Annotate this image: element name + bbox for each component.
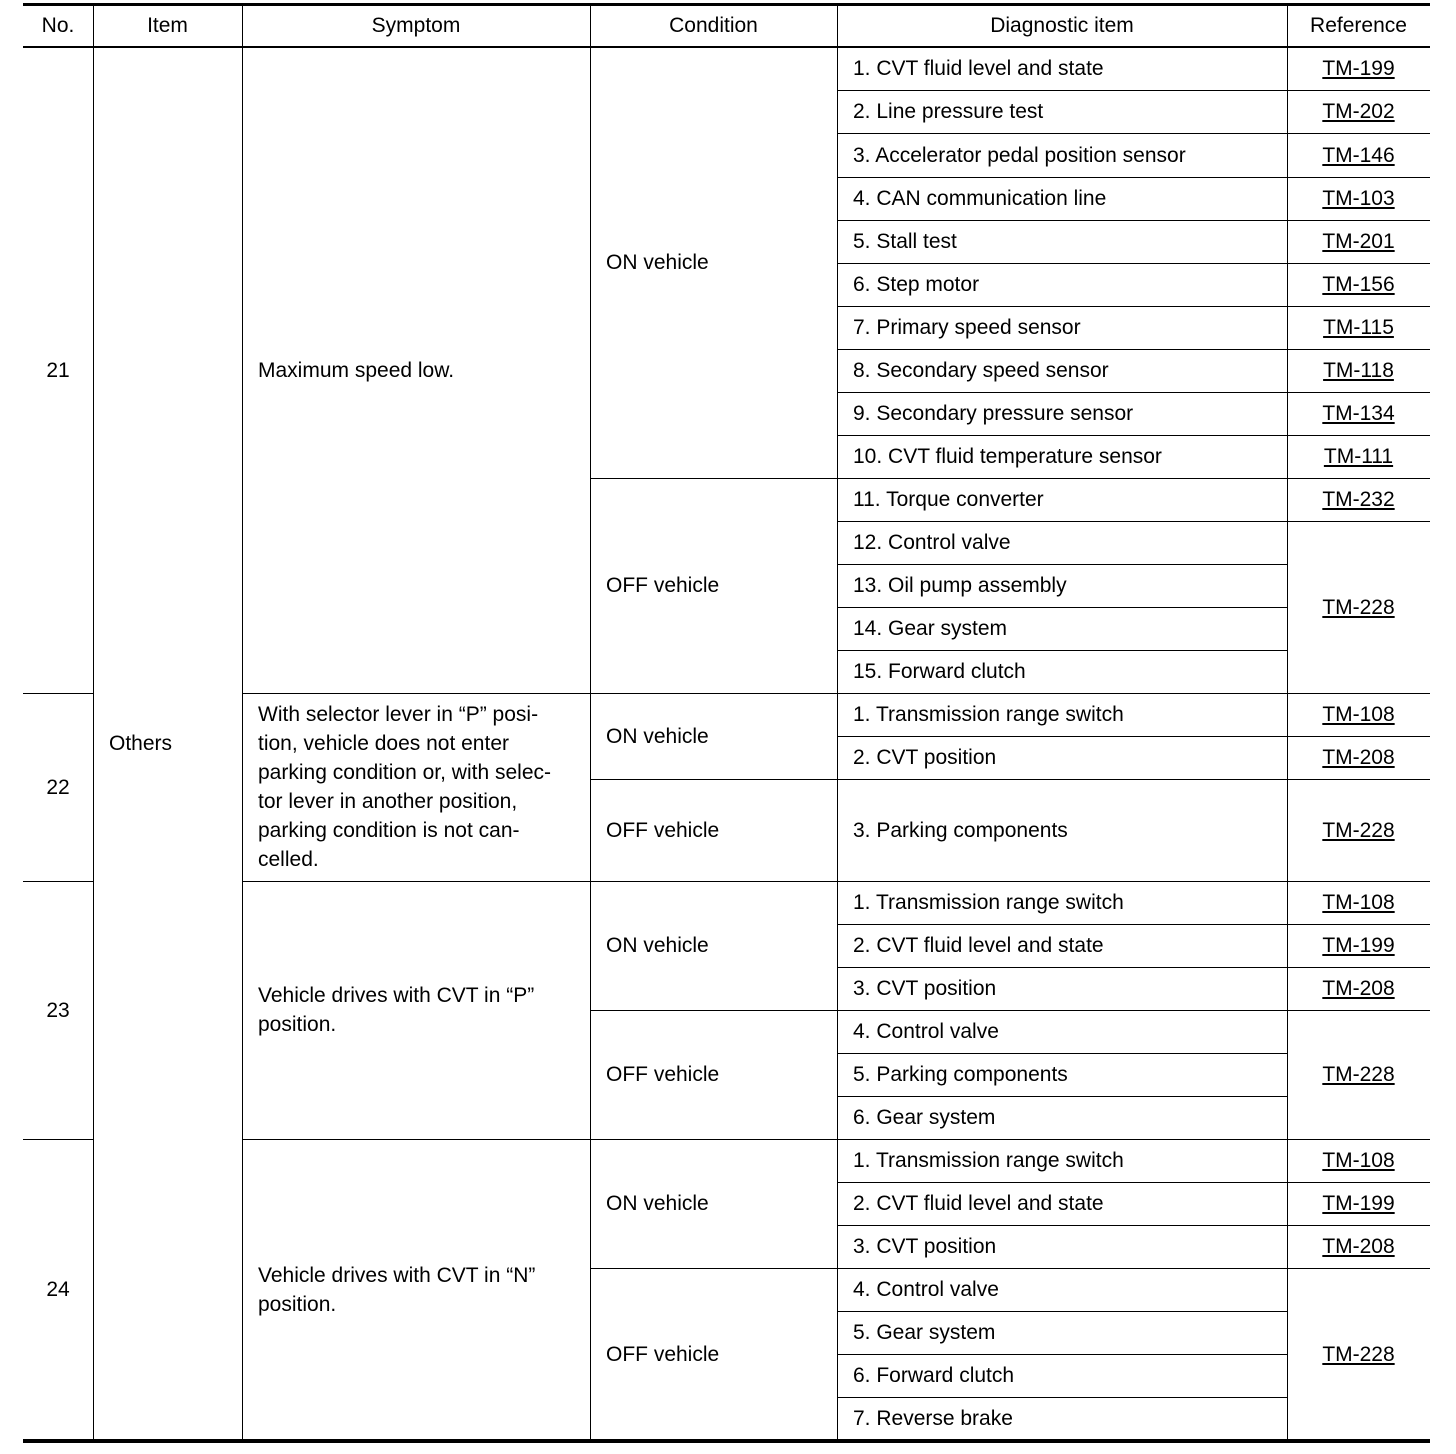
row-divider <box>837 220 1287 221</box>
symptom-cell: With selector lever in “P” posi- tion, vehicle does not enter parking condition or, with selec- tor lever in another position, parking condition is not can- celled. <box>258 703 551 871</box>
row-divider <box>837 1053 1287 1054</box>
row-divider <box>837 607 1287 608</box>
condition-cell: ON vehicle <box>606 1192 709 1215</box>
row-divider <box>837 177 1287 178</box>
diagnostic-item: 3. CVT position <box>853 977 997 1000</box>
diagnostic-item: 5. Gear system <box>853 1321 996 1344</box>
diagnostic-item: 3. Accelerator pedal position sensor <box>853 143 1186 167</box>
row-group-divider <box>23 881 93 882</box>
row-group-divider <box>23 1139 93 1140</box>
diagnostic-item: 11. Torque converter <box>853 488 1044 511</box>
reference-cell: TM-202 <box>1322 100 1395 123</box>
row-divider <box>837 392 1287 393</box>
diagnostic-item: 6. Forward clutch <box>853 1364 1015 1387</box>
symptom-cell: Vehicle drives with CVT in “P” position. <box>258 984 535 1036</box>
diagnostic-item: 1. Transmission range switch <box>853 703 1124 726</box>
bottom-rule <box>23 1439 1430 1443</box>
column-divider <box>93 4 94 1440</box>
diagnostic-item: 2. Line pressure test <box>853 100 1044 123</box>
row-divider <box>837 967 1287 968</box>
condition-cell: OFF vehicle <box>606 1063 720 1086</box>
diagnostic-item: 6. Gear system <box>853 1106 996 1129</box>
reference-cell: TM-199 <box>1322 57 1395 80</box>
row-number: 23 <box>46 998 70 1022</box>
column-divider <box>1287 4 1288 1440</box>
diagnostic-item: 3. CVT position <box>853 1235 997 1258</box>
header-rule <box>23 46 1430 48</box>
reference-cell: TM-208 <box>1322 746 1395 769</box>
diagnostic-item: 10. CVT fluid temperature sensor <box>853 445 1162 468</box>
reference-cell: TM-199 <box>1322 934 1395 957</box>
reference-cell: TM-134 <box>1322 402 1395 425</box>
condition-divider <box>590 478 1430 479</box>
reference-cell: TM-201 <box>1322 230 1395 253</box>
row-divider <box>837 1225 1287 1226</box>
row-divider <box>837 1096 1287 1097</box>
row-divider <box>837 1311 1287 1312</box>
header-diagnostic-item: Diagnostic item <box>990 14 1134 37</box>
diagnostic-item: 7. Primary speed sensor <box>853 316 1081 339</box>
header-symptom: Symptom <box>371 14 461 37</box>
reference-cell: TM-208 <box>1322 977 1395 1000</box>
header-condition: Condition <box>669 14 758 37</box>
reference-cell: TM-228 <box>1322 595 1395 619</box>
diagnostic-item: 4. Control valve <box>853 1278 999 1301</box>
row-divider <box>837 650 1287 651</box>
row-group-divider <box>242 881 1430 882</box>
row-divider <box>837 521 1287 522</box>
top-rule <box>23 3 1430 6</box>
diagnostic-item: 9. Secondary pressure sensor <box>853 402 1134 425</box>
reference-cell: TM-108 <box>1322 891 1395 914</box>
header-reference: Reference <box>1310 14 1407 37</box>
diagnostic-item: 14. Gear system <box>853 617 1008 640</box>
row-divider <box>837 90 1287 91</box>
diagnostic-item: 5. Stall test <box>853 230 957 253</box>
reference-cell: TM-156 <box>1322 273 1395 296</box>
reference-cell: TM-232 <box>1322 488 1395 511</box>
condition-cell: ON vehicle <box>606 251 709 274</box>
row-divider <box>837 306 1287 307</box>
reference-cell: TM-115 <box>1323 316 1394 339</box>
condition-cell: OFF vehicle <box>606 574 720 597</box>
row-divider <box>837 133 1287 134</box>
reference-cell: TM-108 <box>1322 703 1395 726</box>
header-no: No. <box>41 14 75 37</box>
reference-cell: TM-103 <box>1322 187 1395 210</box>
row-divider <box>837 736 1287 737</box>
diagnostic-item: 5. Parking components <box>853 1063 1068 1086</box>
condition-cell: ON vehicle <box>606 724 709 748</box>
condition-cell: ON vehicle <box>606 934 709 957</box>
row-divider <box>837 1182 1287 1183</box>
diagnostic-item: 1. Transmission range switch <box>853 891 1124 914</box>
reference-cell: TM-118 <box>1323 359 1394 382</box>
reference-cell: TM-228 <box>1322 1342 1395 1366</box>
diagnostic-item: 2. CVT position <box>853 746 997 769</box>
column-divider <box>590 4 591 1440</box>
row-divider <box>837 564 1287 565</box>
diagnostic-item: 8. Secondary speed sensor <box>853 359 1109 382</box>
row-divider <box>837 1397 1287 1398</box>
row-number: 24 <box>46 1278 70 1301</box>
header-item: Item <box>147 14 188 37</box>
row-divider <box>837 349 1287 350</box>
reference-cell: TM-146 <box>1322 143 1395 167</box>
row-group-divider <box>23 693 93 694</box>
diagnostic-item: 15. Forward clutch <box>853 660 1026 683</box>
reference-cell: TM-199 <box>1322 1192 1395 1215</box>
row-divider <box>837 263 1287 264</box>
row-group-divider <box>242 1139 1430 1140</box>
diagnostic-item: 13. Oil pump assembly <box>853 574 1067 597</box>
reference-cell: TM-111 <box>1323 445 1394 468</box>
row-divider <box>837 1354 1287 1355</box>
row-group-divider <box>242 693 1430 694</box>
condition-divider <box>590 1010 1430 1011</box>
diagnostic-item: 6. Step motor <box>853 273 980 296</box>
row-divider <box>837 924 1287 925</box>
reference-cell: TM-208 <box>1322 1235 1395 1258</box>
condition-divider <box>590 1268 1430 1269</box>
row-number: 21 <box>46 358 70 382</box>
item-group-cell: Others <box>109 732 173 755</box>
reference-cell: TM-228 <box>1322 1063 1395 1086</box>
diagnostic-item: 4. Control valve <box>853 1020 999 1043</box>
diagnostic-item: 2. CVT fluid level and state <box>853 1192 1104 1215</box>
diagnostic-item: 2. CVT fluid level and state <box>853 934 1104 957</box>
diagnostic-item: 4. CAN communication line <box>853 187 1107 210</box>
reference-cell: TM-228 <box>1322 818 1395 842</box>
condition-divider <box>590 779 1430 780</box>
diagnostic-item: 12. Control valve <box>853 531 1011 554</box>
symptom-cell: Maximum speed low. <box>258 358 455 382</box>
diagnostic-item: 1. Transmission range switch <box>853 1149 1124 1172</box>
column-divider <box>837 4 838 1440</box>
condition-cell: OFF vehicle <box>606 1342 720 1366</box>
row-number: 22 <box>46 775 70 799</box>
reference-cell: TM-108 <box>1322 1149 1395 1172</box>
symptom-cell: Vehicle drives with CVT in “N” position. <box>258 1263 536 1316</box>
row-divider <box>837 435 1287 436</box>
condition-cell: OFF vehicle <box>606 818 720 842</box>
column-divider <box>242 4 243 1440</box>
diagnostic-item: 3. Parking components <box>853 818 1068 842</box>
diagnostic-item: 1. CVT fluid level and state <box>853 57 1104 80</box>
diagnostic-item: 7. Reverse brake <box>853 1407 1013 1430</box>
